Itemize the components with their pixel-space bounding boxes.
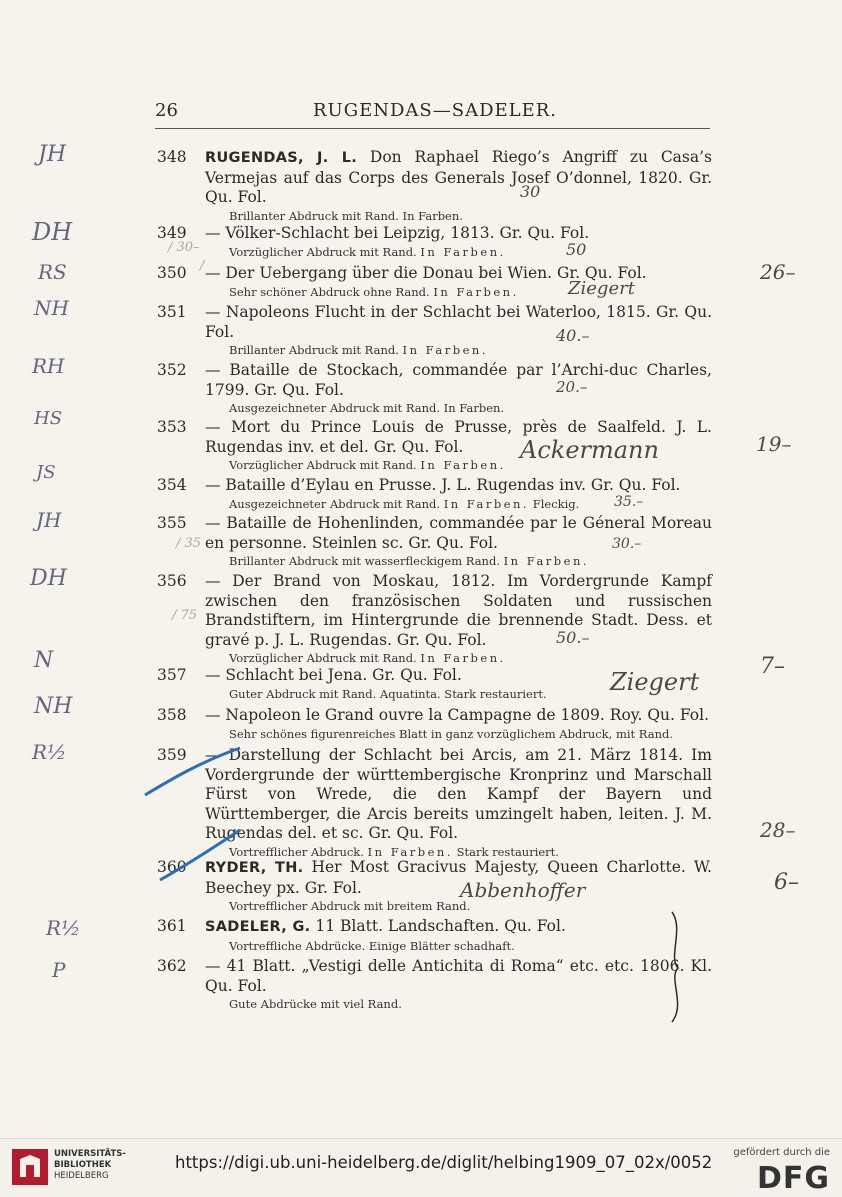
entry-description: RYDER, TH. Her Most Gracivus Majesty, Queen Charlotte. W. Beechey px. Gr. Fol.: [205, 858, 712, 897]
entry-description: — Napoleon le Grand ouvre la Campagne de 1809. Roy. Qu. Fol.: [205, 706, 709, 724]
handwritten-initials: R½: [46, 916, 81, 940]
handwritten-initials: JH: [36, 508, 62, 532]
entry-condition: Vortrefflicher Abdruck mit breitem Rand.: [229, 899, 471, 913]
handwritten-price: 30.–: [612, 536, 642, 552]
lot-number: 352: [157, 361, 187, 379]
handwritten-initials: NH: [34, 296, 69, 320]
entry-description: — 41 Blatt. „Vestigi delle Antichita di Roma“ etc. etc. 1806. Kl. Qu. Fol.: [205, 957, 712, 995]
lot-number: 360: [157, 858, 187, 876]
blue-pencil-strokes: [140, 740, 250, 890]
entry-condition: Vorzüglicher Abdruck mit Rand. In Farben.: [229, 651, 506, 665]
handwritten-initials: N: [34, 648, 54, 673]
lot-number: 353: [157, 418, 187, 436]
entry-description: — Bataille de Stockach, commandée par l’Archi-duc Charles, 1799. Gr. Qu. Fol.: [205, 361, 712, 399]
handwritten-total: 28–: [760, 818, 796, 842]
handwritten-mark: /: [200, 258, 205, 273]
handwritten-price: 40.–: [556, 326, 590, 345]
handwritten-initials: JH: [38, 142, 67, 167]
dfg-logo: DFG: [756, 1161, 830, 1196]
entry-condition: Brillanter Abdruck mit Rand. In Farben.: [229, 208, 463, 223]
running-head: RUGENDAS—SADELER.: [313, 100, 558, 121]
bracket-mark: [664, 908, 694, 1026]
entry-description: — Darstellung der Schlacht bei Arcis, am 21. März 1814. Im Vordergrunde der württembergische Kronprinz und Marschall Fürst von Wrede, die den Kampf der Bayern und Württemberger, die Arcis bereits umzingelt haben, leiten. J. M. Rugendas del. et sc. Gr. Qu. Fol.: [205, 746, 712, 842]
entry-condition: Vortrefflicher Abdruck. In Farben. Stark restauriert.: [229, 844, 559, 859]
lot-number: 358: [157, 706, 187, 724]
handwritten-buyer: Abbenhoffer: [460, 878, 586, 902]
sponsor-label: gefördert durch die: [733, 1147, 830, 1158]
handwritten-initials: DH: [30, 566, 67, 591]
entry-description: — Schlacht bei Jena. Gr. Qu. Fol.: [205, 666, 462, 684]
entry-condition: Vorzüglicher Abdruck mit Rand. In Farben.: [229, 244, 506, 259]
artist-name: RYDER, TH.: [205, 860, 304, 876]
handwritten-initials: NH: [34, 694, 73, 719]
entry-condition: Ausgezeichneter Abdruck mit Rand. In Farben.: [229, 401, 505, 415]
handwritten-initials: RH: [32, 354, 65, 378]
lot-number: 350: [157, 264, 187, 282]
entry-description: — Der Uebergang über die Donau bei Wien. Gr. Qu. Fol.: [205, 264, 647, 282]
entry-condition: Vortreffliche Abdrücke. Einige Blätter schadhaft.: [229, 938, 515, 953]
handwritten-total: 19–: [756, 432, 792, 456]
entry-condition: Gute Abdrücke mit viel Rand.: [229, 997, 402, 1011]
entry-description: RUGENDAS, J. L. Don Raphael Riego’s Angriff zu Casa’s Vermejas auf das Corps des Generals Josef O’donnel, 1820. Gr. Qu. Fol.: [205, 148, 712, 206]
handwritten-price: 50: [566, 240, 587, 259]
page-header: [155, 100, 710, 129]
entry-description: — Bataille d’Eylau en Prusse. J. L. Rugendas inv. Gr. Qu. Fol.: [205, 476, 681, 494]
library-name: UNIVERSITÄTS- BIBLIOTHEK HEIDELBERG: [54, 1149, 126, 1181]
handwritten-total: 7–: [760, 654, 785, 679]
handwritten-buyer: Ziegert: [568, 278, 635, 299]
handwritten-price: 50.–: [556, 628, 590, 647]
handwritten-buyer: Ziegert: [610, 668, 700, 696]
entry-description: SADELER, G. 11 Blatt. Landschaften. Qu. Fol.: [205, 917, 566, 935]
lot-number: 349: [157, 224, 187, 242]
handwritten-initials: R½: [32, 740, 67, 764]
lot-number: 362: [157, 957, 187, 975]
artist-name: SADELER, G.: [205, 919, 311, 935]
lot-number: 354: [157, 476, 187, 494]
handwritten-buyer: Ackermann: [520, 436, 659, 464]
lot-number: 357: [157, 666, 187, 684]
lot-number: 356: [157, 572, 187, 590]
lot-number: 361: [157, 917, 187, 935]
entry-description: — Bataille de Hohenlinden, commandée par le Géneral Moreau en personne. Steinlen sc. Gr. Qu. Fol.: [205, 514, 712, 552]
handwritten-total: 26–: [760, 260, 796, 284]
handwritten-mark: / 35: [176, 536, 202, 551]
handwritten-initials: P: [52, 958, 66, 982]
handwritten-initials: RS: [38, 260, 67, 284]
handwritten-price: 20.–: [556, 378, 588, 396]
lot-number: 355: [157, 514, 187, 532]
lot-number: 348: [157, 148, 187, 166]
entry-description: — Der Brand von Moskau, 1812. Im Vordergrunde Kampf zwischen den französischen Soldaten und russischen Brandstiftern, im Hintergrunde die brennende Stadt. Dess. et gravé p. J. L. Rugendas. Gr. Qu. Fol.: [205, 572, 712, 649]
entry-condition: Brillanter Abdruck mit wasserfleckigem Rand. In Farben.: [229, 554, 590, 568]
handwritten-initials: DH: [32, 218, 73, 246]
handwritten-price: 30: [520, 182, 541, 201]
footer: [0, 1138, 842, 1197]
page-number: 26: [155, 100, 178, 121]
entry-condition: Guter Abdruck mit Rand. Aquatinta. Stark restauriert.: [229, 686, 547, 701]
lot-number: 359: [157, 746, 187, 764]
entry-condition: Sehr schöner Abdruck ohne Rand. In Farben.: [229, 284, 519, 299]
handwritten-mark: / 75: [172, 608, 198, 623]
entry-description: — Napoleons Flucht in der Schlacht bei Waterloo, 1815. Gr. Qu. Fol.: [205, 303, 712, 341]
entry-condition: Sehr schönes figurenreiches Blatt in ganz vorzüglichem Abdruck, mit Rand.: [229, 726, 674, 741]
handwritten-initials: HS: [34, 408, 63, 429]
entry-description: — Völker-Schlacht bei Leipzig, 1813. Gr. Qu. Fol.: [205, 224, 590, 242]
handwritten-total: 6–: [774, 870, 799, 895]
entry-condition: Vorzüglicher Abdruck mit Rand. In Farben.: [229, 458, 506, 472]
entry-condition: Brillanter Abdruck mit Rand. In Farben.: [229, 343, 488, 357]
lot-number: 351: [157, 303, 187, 321]
handwritten-price: 35.–: [614, 494, 644, 510]
entry-description: — Mort du Prince Louis de Prusse, près de Saalfeld. J. L. Rugendas inv. et del. Gr. Qu. Fol.: [205, 418, 712, 456]
source-url-link[interactable]: https://digi.ub.uni-heidelberg.de/diglit/helbing1909_07_02x/0052: [175, 1153, 713, 1172]
entry-condition: Ausgezeichneter Abdruck mit Rand. In Farben. Fleckig.: [229, 496, 580, 511]
artist-name: RUGENDAS, J. L.: [205, 150, 358, 166]
university-logo-icon: [10, 1147, 50, 1187]
handwritten-mark: / 30–: [168, 240, 200, 255]
handwritten-initials: JS: [36, 462, 56, 483]
